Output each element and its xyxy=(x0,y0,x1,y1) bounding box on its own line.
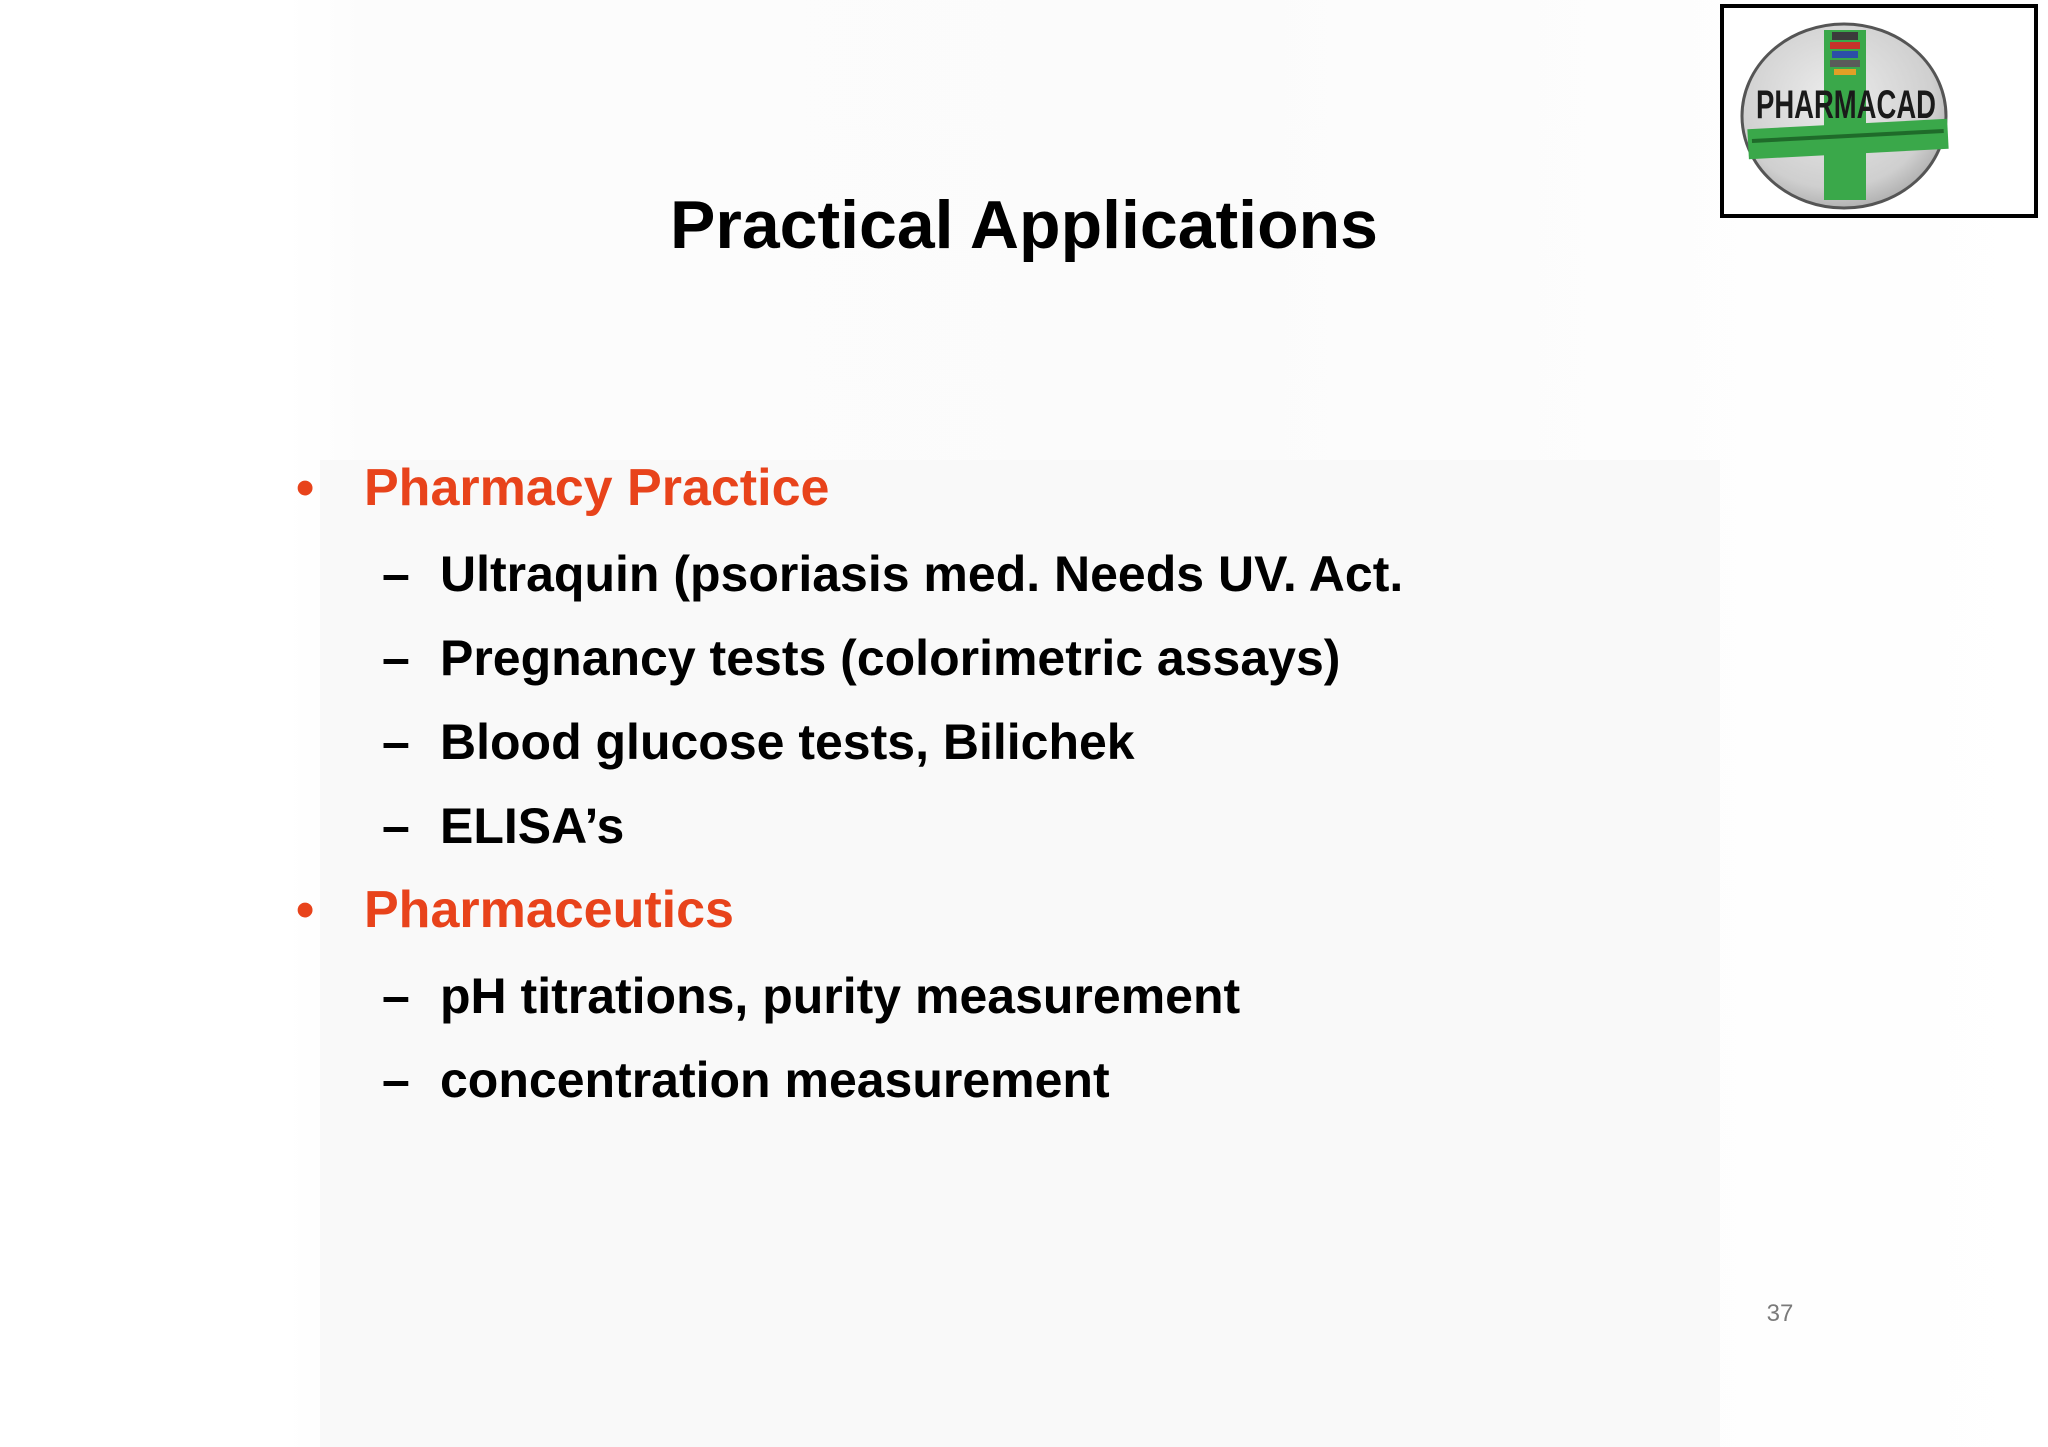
dash-icon: – xyxy=(382,1052,410,1108)
page-number: 37 xyxy=(1766,1300,1794,1327)
dash-icon: – xyxy=(382,630,410,686)
sub-bullet-text: Pregnancy tests (colorimetric assays) xyxy=(440,630,1341,686)
slide-title: Practical Applications xyxy=(670,187,1378,263)
bullet-text: Pharmacy Practice xyxy=(364,459,830,517)
dash-icon: – xyxy=(382,798,410,854)
sub-bullet-text: Ultraquin (psoriasis med. Needs UV. Act. xyxy=(440,546,1404,602)
dash-icon: – xyxy=(382,714,410,770)
bullet-text: Pharmaceutics xyxy=(364,881,734,939)
dash-icon: – xyxy=(382,968,410,1024)
bullet-dot-icon: • xyxy=(296,459,315,517)
sub-bullet-text: Blood glucose tests, Bilichek xyxy=(440,714,1135,770)
sub-bullet-text: ELISA’s xyxy=(440,798,625,854)
sub-bullet-text: pH titrations, purity measurement xyxy=(440,968,1241,1024)
sub-bullet-text: concentration measurement xyxy=(440,1052,1110,1108)
slide-background-shade xyxy=(320,460,1720,1447)
bullet-dot-icon: • xyxy=(296,881,315,939)
logo-wordmark: PHARMACAD xyxy=(1756,83,1936,127)
dash-icon: – xyxy=(382,546,410,602)
